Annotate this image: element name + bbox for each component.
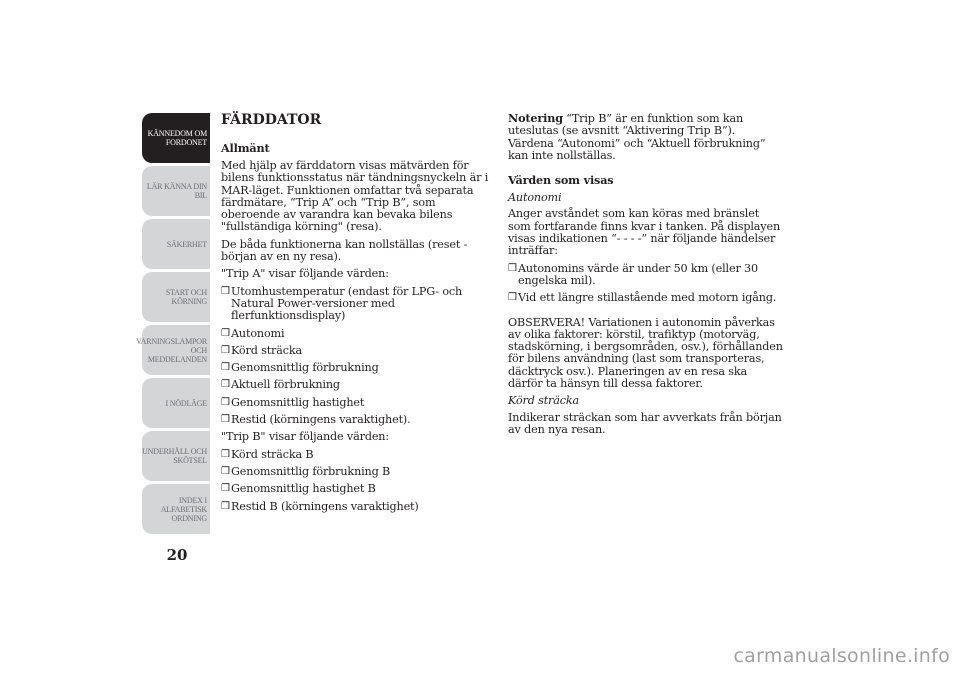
list-item: ❒ Genomsnittlig förbrukning bbox=[221, 361, 379, 375]
list-item: ❒ Restid B (körningens varaktighet) bbox=[221, 499, 419, 513]
paragraph-autonomi: Anger avståndet som kan köras med bränslet som fortfarande finns kvar i tanken. På displayen visas indikationen “- - - -” när följande händelser inträffar: bbox=[508, 207, 780, 258]
tab-underhall-och-skotsel[interactable]: UNDERHÅLL OCH SKÖTSEL bbox=[142, 431, 210, 481]
checkbox-bullet-icon: ❒ bbox=[221, 285, 230, 297]
paragraph-reset: De båda funktionerna kan nollställas (reset - början av en ny resa). bbox=[221, 237, 468, 264]
checkbox-bullet-icon: ❒ bbox=[508, 262, 517, 274]
list-item: ❒ Autonomins värde är under 50 km (eller 30 engelska mil). bbox=[508, 261, 758, 287]
trip-b-intro: "Trip B" visar följande värden: bbox=[221, 430, 389, 444]
note-label: Notering bbox=[508, 111, 563, 125]
list-item: ❒ Vid ett längre stillastående med motorn igång. bbox=[508, 291, 777, 305]
paragraph-kord-stracka: Indikerar sträckan som har avverkats från början av den nya resan. bbox=[508, 410, 782, 436]
list-item: ❒ Körd sträcka B bbox=[221, 447, 314, 461]
checkbox-bullet-icon: ❒ bbox=[221, 448, 230, 460]
tab-varningslampor[interactable]: VARNINGSLAMPOR OCH MEDDELANDEN bbox=[142, 325, 210, 375]
subheading-kord-stracka: Körd sträcka bbox=[508, 394, 580, 408]
tab-lar-kanna-din-bil[interactable]: LÄR KÄNNA DIN BIL bbox=[142, 166, 210, 216]
note-text: “Trip B” är en funktion som kan uteslutas (se avsnitt “Aktivering Trip B”). Värdena “Autonomi” och “Aktuell förbrukning” kan inte nollställas. bbox=[508, 112, 766, 162]
trip-a-intro: "Trip A" visar följande värden: bbox=[221, 267, 389, 281]
page-title: FÄRDDATOR bbox=[221, 112, 322, 128]
left-column bbox=[221, 112, 489, 518]
section-heading-allmant: Allmänt bbox=[221, 141, 270, 155]
tab-start-och-korning[interactable]: START OCH KÖRNING bbox=[142, 272, 210, 322]
note-paragraph bbox=[508, 112, 783, 162]
paragraph-observera: OBSERVERA! Variationen i autonomin påverkas av olika faktorer: körstil, trafiktyp (motorväg, stadskörning, i bergsområden, osv.), förhållanden för bilens användning (last som transporteras, däcktryck osv.). Planeringen av en resa ska därför ta hänsyn till dessa faktorer. bbox=[508, 315, 783, 391]
checkbox-bullet-icon: ❒ bbox=[221, 362, 230, 374]
checkbox-bullet-icon: ❒ bbox=[221, 344, 230, 356]
checkbox-bullet-icon: ❒ bbox=[221, 327, 230, 339]
chapter-index-sidebar bbox=[136, 113, 210, 537]
list-item: ❒ Utomhustemperatur (endast för LPG- och Natural Power-versioner med flerfunktionsdisplay) bbox=[221, 284, 463, 323]
list-item: ❒ Genomsnittlig hastighet B bbox=[221, 482, 376, 496]
checkbox-bullet-icon: ❒ bbox=[221, 500, 230, 512]
paragraph-intro: Med hjälp av färddatorn visas mätvärden för bilens funktionsstatus när tändningsnyckeln är i MAR-läget. Funktionen omfattar två separata färdmätare, “Trip A” och “Trip B”, som oberoende av varandra kan bevaka bilens "fullständiga körning" (resa). bbox=[221, 159, 489, 234]
checkbox-bullet-icon: ❒ bbox=[221, 396, 230, 408]
checkbox-bullet-icon: ❒ bbox=[221, 414, 230, 426]
checkbox-bullet-icon: ❒ bbox=[508, 292, 517, 304]
tab-index[interactable]: INDEX I ALFABETISK ORDNING bbox=[142, 484, 210, 534]
checkbox-bullet-icon: ❒ bbox=[221, 379, 230, 391]
tab-kannedom-om-fordonet[interactable]: KÄNNEDOM OM FORDONET bbox=[142, 113, 210, 163]
tab-i-nodlage[interactable]: I NÖDLÄGE bbox=[142, 378, 210, 428]
list-item: ❒ Autonomi bbox=[221, 326, 285, 340]
list-item: ❒ Genomsnittlig hastighet bbox=[221, 395, 365, 409]
list-item: ❒ Körd sträcka bbox=[221, 343, 303, 357]
watermark: carmanualsonline.info bbox=[733, 645, 950, 667]
subheading-autonomi: Autonomi bbox=[508, 191, 562, 205]
right-column bbox=[508, 112, 783, 441]
checkbox-bullet-icon: ❒ bbox=[221, 483, 230, 495]
list-item: ❒ Aktuell förbrukning bbox=[221, 378, 340, 392]
tab-sakerhet[interactable]: SÄKERHET bbox=[142, 219, 210, 269]
list-item: ❒ Restid (körningens varaktighet). bbox=[221, 413, 411, 427]
list-item: ❒ Genomsnittlig förbrukning B bbox=[221, 464, 391, 478]
section-heading-varden: Värden som visas bbox=[508, 173, 614, 188]
page-number: 20 bbox=[166, 546, 188, 564]
checkbox-bullet-icon: ❒ bbox=[221, 465, 230, 477]
